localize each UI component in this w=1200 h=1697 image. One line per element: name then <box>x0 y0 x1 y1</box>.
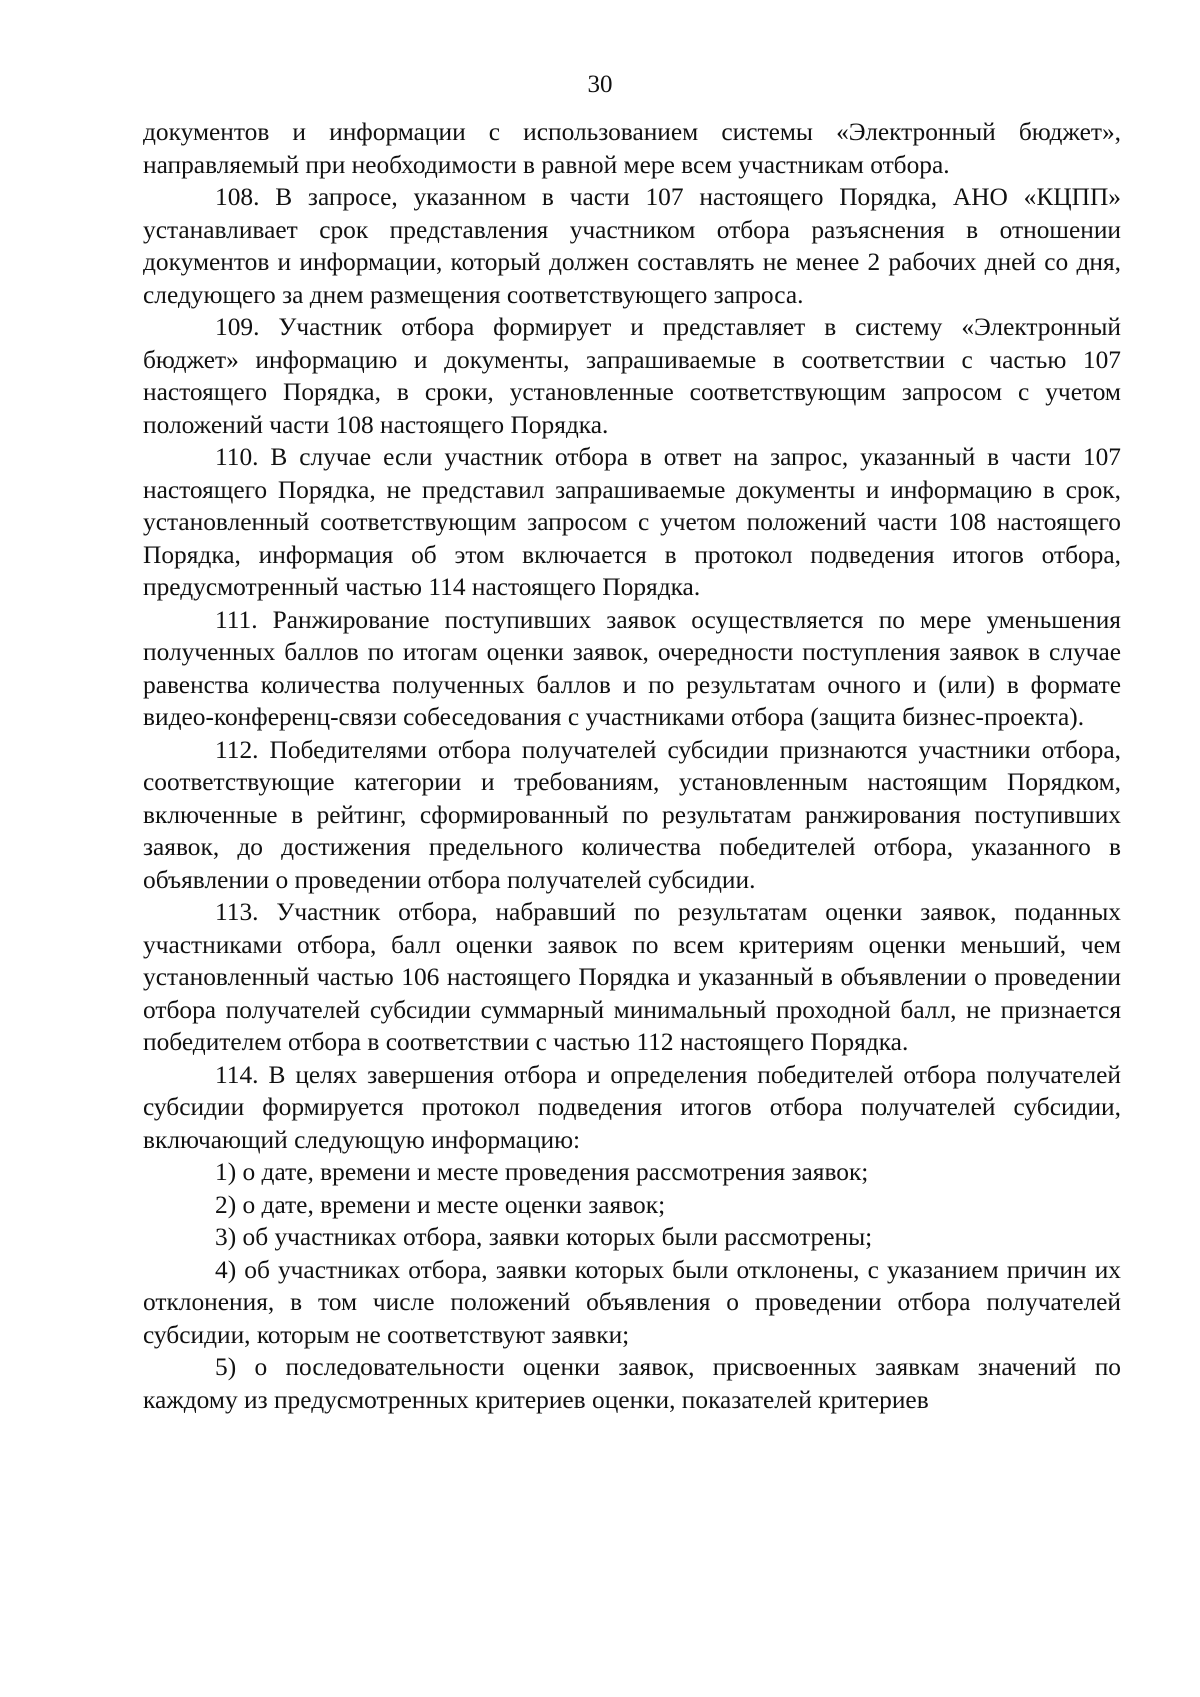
paragraph: 110. В случае если участник отбора в ответ на запрос, указанный в части 107 настоящего Порядка, не представил запрашиваемые документы и информацию в срок, установленный соответствующим запросом с учетом положений части 108 настоящего Порядка, информация об этом включается в протокол подведения итогов отбора, предусмотренный частью 114 настоящего Порядка. <box>143 443 1121 601</box>
paragraph: 3) об участниках отбора, заявки которых были рассмотрены; <box>215 1223 873 1251</box>
paragraph: 109. Участник отбора формирует и представляет в систему «Электронный бюджет» информацию и документы, запрашиваемые в соответствии с частью 107 настоящего Порядка, в сроки, установленные соответствующим запросом с учетом положений части 108 настоящего Порядка. <box>143 313 1121 439</box>
paragraph: 108. В запросе, указанном в части 107 настоящего Порядка, АНО «КЦПП» устанавливает срок представления участником отбора разъяснения в отношении документов и информации, который должен составлять не менее 2 рабочих дней со дня, следующего за днем размещения соответствующего запроса. <box>143 183 1121 309</box>
paragraph: документов и информации с использованием системы «Электронный бюджет», направляемый при необходимости в равной мере всем участникам отбора. <box>143 118 1121 179</box>
paragraph: 112. Победителями отбора получателей субсидии признаются участники отбора, соответствующие категории и требованиям, установленным настоящим Порядком, включенные в рейтинг, сформированный по результатам ранжирования поступивших заявок, до достижения предельного количества победителей отбора, указанного в объявлении о проведении отбора получателей субсидии. <box>143 735 1121 894</box>
paragraph: 4) об участниках отбора, заявки которых были отклонены, с указанием причин их отклонения, в том числе положений объявления о проведении отбора получателей субсидии, которым не соответствуют заявки; <box>143 1255 1121 1349</box>
paragraph: 114. В целях завершения отбора и определения победителей отбора получателей субсидии формируется протокол подведения итогов отбора получателей субсидии, включающий следующую информацию: <box>143 1060 1121 1154</box>
paragraph: 1) о дате, времени и месте проведения рассмотрения заявок; <box>215 1158 869 1186</box>
document-body <box>143 116 1121 1416</box>
paragraph: 113. Участник отбора, набравший по результатам оценки заявок, поданных участниками отбора, балл оценки заявок по всем критериям оценки меньший, чем установленный частью 106 настоящего Порядка и указанный в объявлении о проведении отбора получателей субсидии суммарный минимальный проходной балл, не признается победителем отбора в соответствии с частью 112 настоящего Порядка. <box>143 898 1121 1056</box>
paragraph: 5) о последовательности оценки заявок, присвоенных заявкам значений по каждому из предусмотренных критериев оценки, показателей критериев <box>143 1353 1121 1414</box>
page-number: 30 <box>587 71 613 98</box>
paragraph: 2) о дате, времени и месте оценки заявок; <box>215 1190 666 1219</box>
paragraph: 111. Ранжирование поступивших заявок осуществляется по мере уменьшения полученных баллов по итогам оценки заявок, очередности поступления заявок в случае равенства количества полученных баллов и по результатам очного и (или) в формате видео-конференц-связи собеседования с участниками отбора (защита бизнес-проекта). <box>143 605 1121 731</box>
